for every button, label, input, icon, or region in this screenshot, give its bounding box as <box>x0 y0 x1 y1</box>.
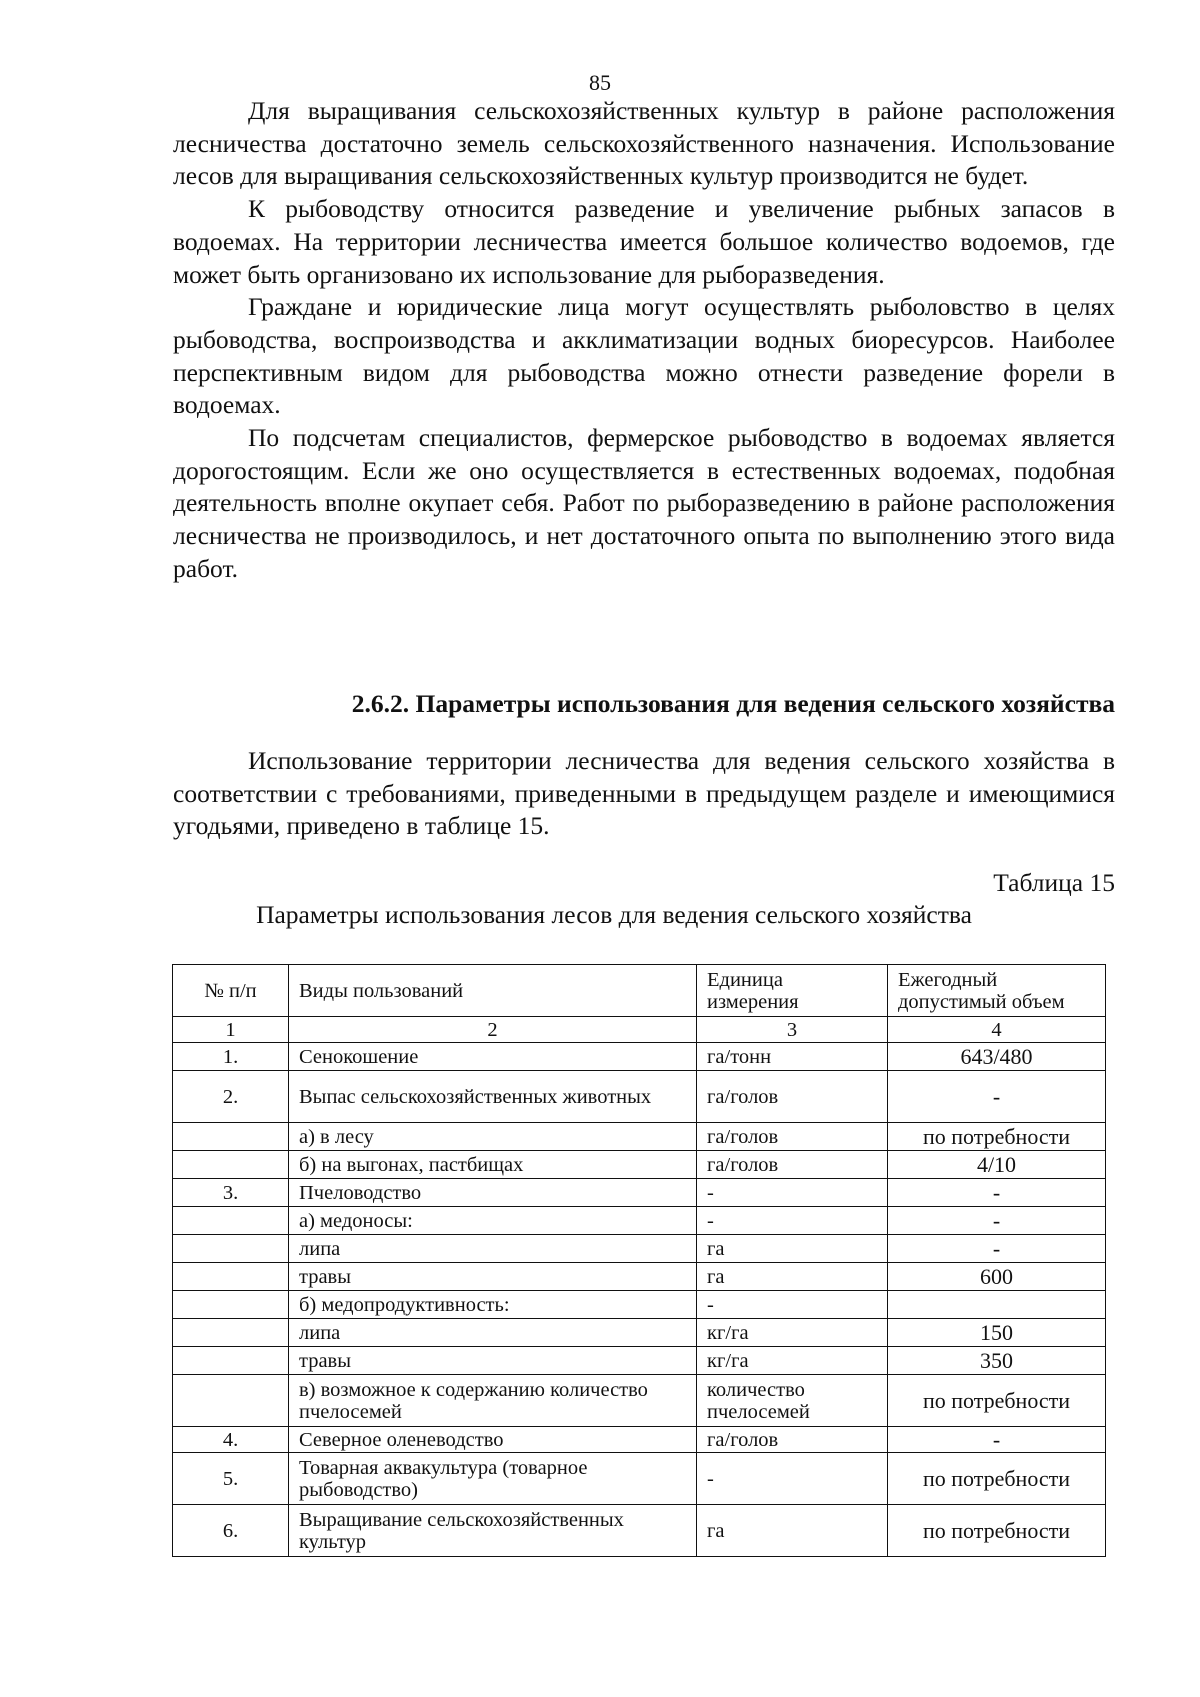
row-volume-cell: 643/480 <box>888 1043 1106 1071</box>
row-volume-cell: 4/10 <box>888 1151 1106 1179</box>
row-unit-cell: га/тонн <box>697 1043 888 1071</box>
row-volume-cell: - <box>888 1207 1106 1235</box>
row-unit-cell: - <box>697 1207 888 1235</box>
row-volume-cell: 350 <box>888 1347 1106 1375</box>
row-number-cell <box>173 1319 289 1347</box>
row-type-cell: Товарная аквакультура (товарное рыбоводство) <box>289 1453 697 1505</box>
row-type-cell: б) медопродуктивность: <box>289 1291 697 1319</box>
header-cell-number: № п/п <box>173 965 289 1017</box>
table-row <box>173 1375 1106 1427</box>
row-type-cell: липа <box>289 1235 697 1263</box>
row-unit-cell: - <box>697 1453 888 1505</box>
row-type-cell: Северное оленеводство <box>289 1427 697 1453</box>
row-type-cell: а) в лесу <box>289 1123 697 1151</box>
row-type-cell: б) на выгонах, пастбищах <box>289 1151 697 1179</box>
table-row <box>173 1319 1106 1347</box>
row-unit-cell: - <box>697 1179 888 1207</box>
row-unit-cell: - <box>697 1291 888 1319</box>
row-number-cell: 1. <box>173 1043 289 1071</box>
table-row <box>173 1151 1106 1179</box>
section-heading: 2.6.2. Параметры использования для ведения сельского хозяйства <box>351 689 1115 718</box>
row-unit-cell: кг/га <box>697 1319 888 1347</box>
row-number-cell: 6. <box>173 1505 289 1557</box>
row-unit-cell: га/голов <box>697 1151 888 1179</box>
table-row <box>173 1291 1106 1319</box>
row-number-cell <box>173 1375 289 1427</box>
table-row <box>173 1263 1106 1291</box>
body-text <box>173 95 1115 586</box>
row-type-cell: Пчеловодство <box>289 1179 697 1207</box>
table-row <box>173 1505 1106 1557</box>
row-number-cell: 4. <box>173 1427 289 1453</box>
table-title: Параметры использования лесов для ведения сельского хозяйства <box>256 900 972 929</box>
column-number-cell: 3 <box>697 1017 888 1043</box>
table-row <box>173 1179 1106 1207</box>
row-unit-cell: га/голов <box>697 1123 888 1151</box>
row-unit-cell: га/голов <box>697 1427 888 1453</box>
paragraph: По подсчетам специалистов, фермерское рыбоводство в водоемах является дорогостоящим. Если же оно осуществляется в естественных водоемах, подобная деятельность вполне окупает себя. Работ по рыборазведению в районе расположения лесничества не производилось, и нет достаточного опыта по выполнению этого вида работ. <box>173 423 1115 583</box>
intro-text <box>173 745 1115 843</box>
row-number-cell <box>173 1207 289 1235</box>
row-number-cell <box>173 1347 289 1375</box>
paragraph: Граждане и юридические лица могут осуществлять рыболовство в целях рыбоводства, воспроизводства и акклиматизации водных биоресурсов. Наиболее перспективным видом для рыбоводства можно отнести разведение форели в водоемах. <box>173 292 1115 420</box>
table-row <box>173 1235 1106 1263</box>
table-row <box>173 1071 1106 1123</box>
row-volume-cell: по потребности <box>888 1375 1106 1427</box>
row-type-cell: травы <box>289 1263 697 1291</box>
parameters-table <box>172 964 1106 1557</box>
row-number-cell <box>173 1123 289 1151</box>
column-number-cell: 4 <box>888 1017 1106 1043</box>
row-type-cell: Сенокошение <box>289 1043 697 1071</box>
row-unit-cell: га/голов <box>697 1071 888 1123</box>
row-number-cell: 2. <box>173 1071 289 1123</box>
table-row <box>173 1043 1106 1071</box>
table-row <box>173 1207 1106 1235</box>
row-unit-cell: кг/га <box>697 1347 888 1375</box>
row-volume-cell: по потребности <box>888 1453 1106 1505</box>
header-cell-type: Виды пользований <box>289 965 697 1017</box>
row-type-cell: Выпас сельскохозяйственных животных <box>289 1071 697 1123</box>
column-number-cell: 1 <box>173 1017 289 1043</box>
row-volume-cell: 150 <box>888 1319 1106 1347</box>
row-number-cell <box>173 1235 289 1263</box>
row-volume-cell: - <box>888 1427 1106 1453</box>
row-unit-cell: га <box>697 1263 888 1291</box>
table-body <box>173 965 1106 1557</box>
row-unit-cell: га <box>697 1235 888 1263</box>
table-number: Таблица 15 <box>993 868 1115 897</box>
paragraph: К рыбоводству относится разведение и увеличение рыбных запасов в водоемах. На территории лесничества имеется большое количество водоемов, где может быть организовано их использование для рыборазведения. <box>173 194 1115 289</box>
table-row <box>173 1453 1106 1505</box>
row-type-cell: травы <box>289 1347 697 1375</box>
intro-paragraph: Использование территории лесничества для ведения сельского хозяйства в соответствии с требованиями, приведенными в предыдущем разделе и имеющимися угодьями, приведено в таблице 15. <box>173 746 1115 841</box>
row-number-cell: 5. <box>173 1453 289 1505</box>
column-number-row <box>173 1017 1106 1043</box>
row-type-cell: в) возможное к содержанию количество пчелосемей <box>289 1375 697 1427</box>
table-row <box>173 1347 1106 1375</box>
page-number: 85 <box>589 70 611 95</box>
row-type-cell: а) медоносы: <box>289 1207 697 1235</box>
table-row <box>173 1123 1106 1151</box>
row-number-cell: 3. <box>173 1179 289 1207</box>
row-type-cell: липа <box>289 1319 697 1347</box>
row-number-cell <box>173 1291 289 1319</box>
row-type-cell: Выращивание сельскохозяйственных культур <box>289 1505 697 1557</box>
row-volume-cell: по потребности <box>888 1505 1106 1557</box>
table-row <box>173 1427 1106 1453</box>
row-volume-cell: - <box>888 1071 1106 1123</box>
table-header-row <box>173 965 1106 1017</box>
row-volume-cell: по потребности <box>888 1123 1106 1151</box>
row-volume-cell: - <box>888 1235 1106 1263</box>
header-cell-unit: Единица измерения <box>697 965 888 1017</box>
row-volume-cell <box>888 1291 1106 1319</box>
row-volume-cell: 600 <box>888 1263 1106 1291</box>
row-unit-cell: количество пчелосемей <box>697 1375 888 1427</box>
paragraph: Для выращивания сельскохозяйственных культур в районе расположения лесничества достаточно земель сельскохозяйственного назначения. Использование лесов для выращивания сельскохозяйственных культур производится не будет. <box>173 96 1115 191</box>
header-cell-volume: Ежегодный допустимый объем <box>888 965 1106 1017</box>
row-number-cell <box>173 1151 289 1179</box>
column-number-cell: 2 <box>289 1017 697 1043</box>
row-volume-cell: - <box>888 1179 1106 1207</box>
row-number-cell <box>173 1263 289 1291</box>
row-unit-cell: га <box>697 1505 888 1557</box>
